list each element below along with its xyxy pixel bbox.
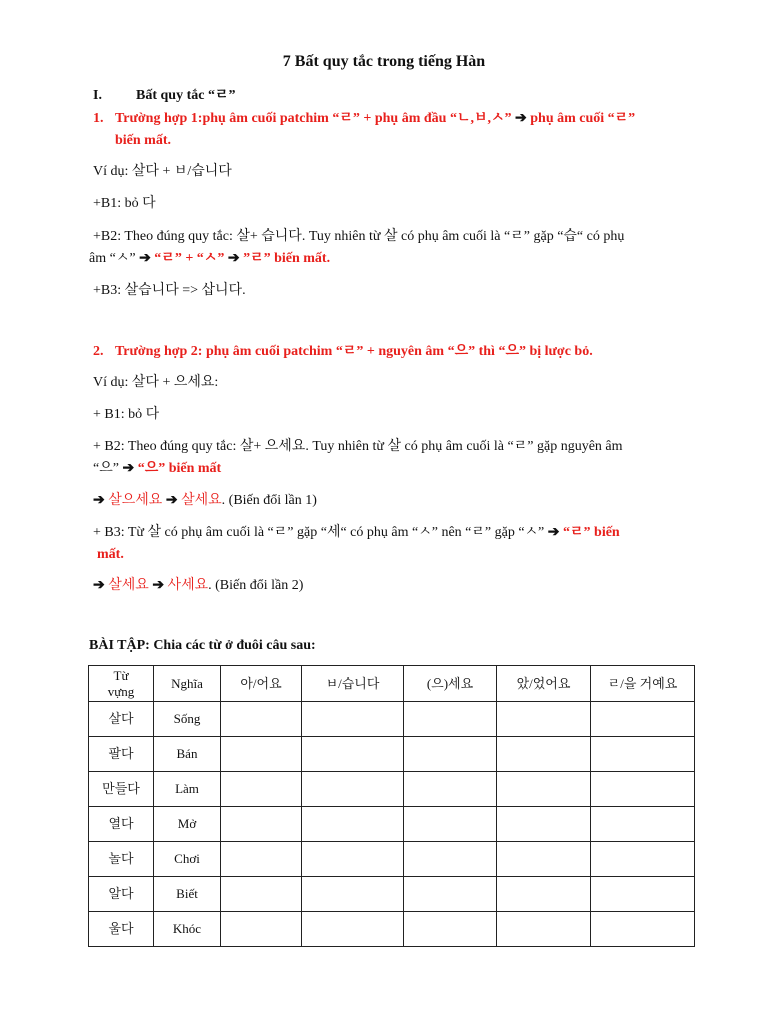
answer-cell[interactable] bbox=[221, 772, 302, 807]
answer-cell[interactable] bbox=[404, 702, 497, 737]
table-row bbox=[89, 877, 695, 912]
answer-cell[interactable] bbox=[404, 737, 497, 772]
example1-step2-line1: +B2: Theo đúng quy tắc: 살+ 습니다. Tuy nhiên từ 살 có phụ âm cuối là “ㄹ” gặp “습“ có phụ bbox=[93, 229, 625, 244]
cell-word: 살다 bbox=[89, 702, 154, 737]
example2-step3-red-a: “ㄹ” biến bbox=[563, 525, 620, 540]
column-header-word bbox=[89, 666, 154, 702]
cell-word: 열다 bbox=[89, 807, 154, 842]
cell-meaning: Biết bbox=[154, 877, 221, 912]
cell-meaning: Khóc bbox=[154, 912, 221, 947]
case1-heading bbox=[115, 109, 635, 129]
table-row bbox=[89, 842, 695, 877]
column-header-eu-seyo: (으)세요 bbox=[404, 666, 497, 702]
answer-cell[interactable] bbox=[221, 842, 302, 877]
example1-step2-start: âm “ㅅ” bbox=[89, 251, 136, 266]
example2-transform1 bbox=[93, 491, 317, 511]
column-header-a-eo-yo: 아/어요 bbox=[221, 666, 302, 702]
column-header-at-eot-eoyo: 았/었어요 bbox=[497, 666, 591, 702]
answer-cell[interactable] bbox=[497, 702, 591, 737]
example2-step1: + B1: bỏ 다 bbox=[93, 407, 160, 422]
answer-cell[interactable] bbox=[221, 737, 302, 772]
column-header-l-eul-geoyeyo: ㄹ/을 거예요 bbox=[591, 666, 695, 702]
arrow-right-icon: ➔ bbox=[152, 578, 165, 593]
answer-cell[interactable] bbox=[302, 737, 404, 772]
answer-cell[interactable] bbox=[404, 807, 497, 842]
answer-cell[interactable] bbox=[591, 877, 695, 912]
cell-meaning: Sống bbox=[154, 702, 221, 737]
example2-step3-line2: mất. bbox=[97, 547, 124, 562]
answer-cell[interactable] bbox=[302, 807, 404, 842]
exercise-heading bbox=[89, 636, 316, 656]
cell-meaning: Bán bbox=[154, 737, 221, 772]
answer-cell[interactable] bbox=[404, 877, 497, 912]
exercise-label: BÀI TẬP: bbox=[89, 638, 150, 653]
answer-cell[interactable] bbox=[497, 737, 591, 772]
arrow-right-icon: ➔ bbox=[547, 525, 560, 540]
example2-transform2-b: 사세요 bbox=[167, 578, 209, 593]
cell-word: 팔다 bbox=[89, 737, 154, 772]
cell-meaning: Làm bbox=[154, 772, 221, 807]
answer-cell[interactable] bbox=[497, 842, 591, 877]
case1-heading-text: Trường hợp 1:phụ âm cuối patchim “ㄹ” + phụ âm đầu “ㄴ,ㅂ,ㅅ” bbox=[115, 111, 512, 126]
example1-step1: +B1: bỏ 다 bbox=[93, 196, 156, 211]
example2-label: Ví dụ: 살다 + 으세요: bbox=[93, 375, 219, 390]
answer-cell[interactable] bbox=[221, 702, 302, 737]
table-row bbox=[89, 737, 695, 772]
answer-cell[interactable] bbox=[404, 772, 497, 807]
case2-heading: Trường hợp 2: phụ âm cuối patchim “ㄹ” + nguyên âm “으” thì “으” bị lược bỏ. bbox=[115, 344, 593, 359]
answer-cell[interactable] bbox=[302, 702, 404, 737]
page-title: 7 Bất quy tắc trong tiếng Hàn bbox=[282, 53, 486, 70]
answer-cell[interactable] bbox=[221, 912, 302, 947]
example2-transform1-note: . (Biến đổi lần 1) bbox=[221, 493, 317, 508]
cell-word: 알다 bbox=[89, 877, 154, 912]
example2-step2-red: “으” biến mất bbox=[137, 461, 222, 476]
answer-cell[interactable] bbox=[221, 807, 302, 842]
answer-cell[interactable] bbox=[221, 877, 302, 912]
example2-transform1-b: 살세요 bbox=[181, 493, 222, 508]
answer-cell[interactable] bbox=[591, 737, 695, 772]
answer-cell[interactable] bbox=[591, 772, 695, 807]
arrow-right-icon: ➔ bbox=[93, 493, 105, 508]
example2-step3-line1 bbox=[93, 523, 620, 543]
example2-transform2-note: . (Biến đổi lần 2) bbox=[208, 578, 304, 593]
column-header-word-line1: Từ bbox=[113, 667, 129, 683]
section-heading: Bất quy tắc “ㄹ” bbox=[136, 88, 236, 103]
table-row bbox=[89, 807, 695, 842]
example2-step2-line2 bbox=[93, 459, 221, 479]
column-header-word-line2: vựng bbox=[107, 683, 135, 699]
example1-step2-red-b: ”ㄹ” biến mất. bbox=[243, 251, 331, 266]
arrow-right-icon: ➔ bbox=[165, 493, 178, 508]
cell-word: 놀다 bbox=[89, 842, 154, 877]
example1-step2-line2 bbox=[89, 249, 330, 269]
answer-cell[interactable] bbox=[404, 912, 497, 947]
exercise-prompt: Chia các từ ở đuôi câu sau: bbox=[153, 638, 316, 653]
example2-step2-start: “으” bbox=[93, 461, 119, 476]
answer-cell[interactable] bbox=[591, 807, 695, 842]
table-header-row bbox=[89, 666, 695, 702]
column-header-b-seumnida: ㅂ/습니다 bbox=[302, 666, 404, 702]
table-row bbox=[89, 912, 695, 947]
example2-step2-line1: + B2: Theo đúng quy tắc: 살+ 으세요. Tuy nhiên từ 살 có phụ âm cuối là “ㄹ” gặp nguyên âm bbox=[93, 439, 623, 454]
section-number: I. bbox=[93, 88, 102, 103]
answer-cell[interactable] bbox=[591, 912, 695, 947]
example1-step2-red-a: “ㄹ” + “ㅅ” bbox=[154, 251, 225, 266]
example2-transform2-a: 살세요 bbox=[108, 578, 149, 593]
example2-transform1-a: 살으세요 bbox=[108, 493, 163, 508]
answer-cell[interactable] bbox=[302, 877, 404, 912]
example1-step3: +B3: 살습니다 => 삽니다. bbox=[93, 283, 246, 298]
answer-cell[interactable] bbox=[302, 842, 404, 877]
case1-number: 1. bbox=[93, 111, 104, 126]
arrow-right-icon: ➔ bbox=[139, 251, 151, 266]
arrow-right-icon: ➔ bbox=[515, 111, 527, 126]
answer-cell[interactable] bbox=[497, 772, 591, 807]
answer-cell[interactable] bbox=[404, 842, 497, 877]
cell-word: 울다 bbox=[89, 912, 154, 947]
cell-meaning: Mở bbox=[154, 807, 221, 842]
case2-number: 2. bbox=[93, 344, 104, 359]
answer-cell[interactable] bbox=[497, 877, 591, 912]
case1-heading-end: phụ âm cuối “ㄹ” bbox=[530, 111, 636, 126]
answer-cell[interactable] bbox=[497, 912, 591, 947]
answer-cell[interactable] bbox=[302, 772, 404, 807]
arrow-right-icon: ➔ bbox=[122, 461, 135, 476]
cell-meaning: Chơi bbox=[154, 842, 221, 877]
cell-word: 만들다 bbox=[89, 772, 154, 807]
table-row bbox=[89, 772, 695, 807]
example1-label: Ví dụ: 살다 + ㅂ/습니다 bbox=[93, 164, 232, 179]
case1-heading-line2: biến mất. bbox=[115, 133, 171, 148]
example2-transform2 bbox=[93, 576, 303, 596]
arrow-right-icon: ➔ bbox=[227, 251, 240, 266]
exercise-table bbox=[88, 665, 695, 947]
answer-cell[interactable] bbox=[591, 842, 695, 877]
table-row bbox=[89, 702, 695, 737]
answer-cell[interactable] bbox=[302, 912, 404, 947]
answer-cell[interactable] bbox=[497, 807, 591, 842]
example2-step3-text: + B3: Từ 살 có phụ âm cuối là “ㄹ” gặp “세“ có phụ âm “ㅅ” nên “ㄹ” gặp “ㅅ” bbox=[93, 525, 545, 540]
answer-cell[interactable] bbox=[591, 702, 695, 737]
arrow-right-icon: ➔ bbox=[93, 578, 105, 593]
column-header-meaning: Nghĩa bbox=[154, 666, 221, 702]
